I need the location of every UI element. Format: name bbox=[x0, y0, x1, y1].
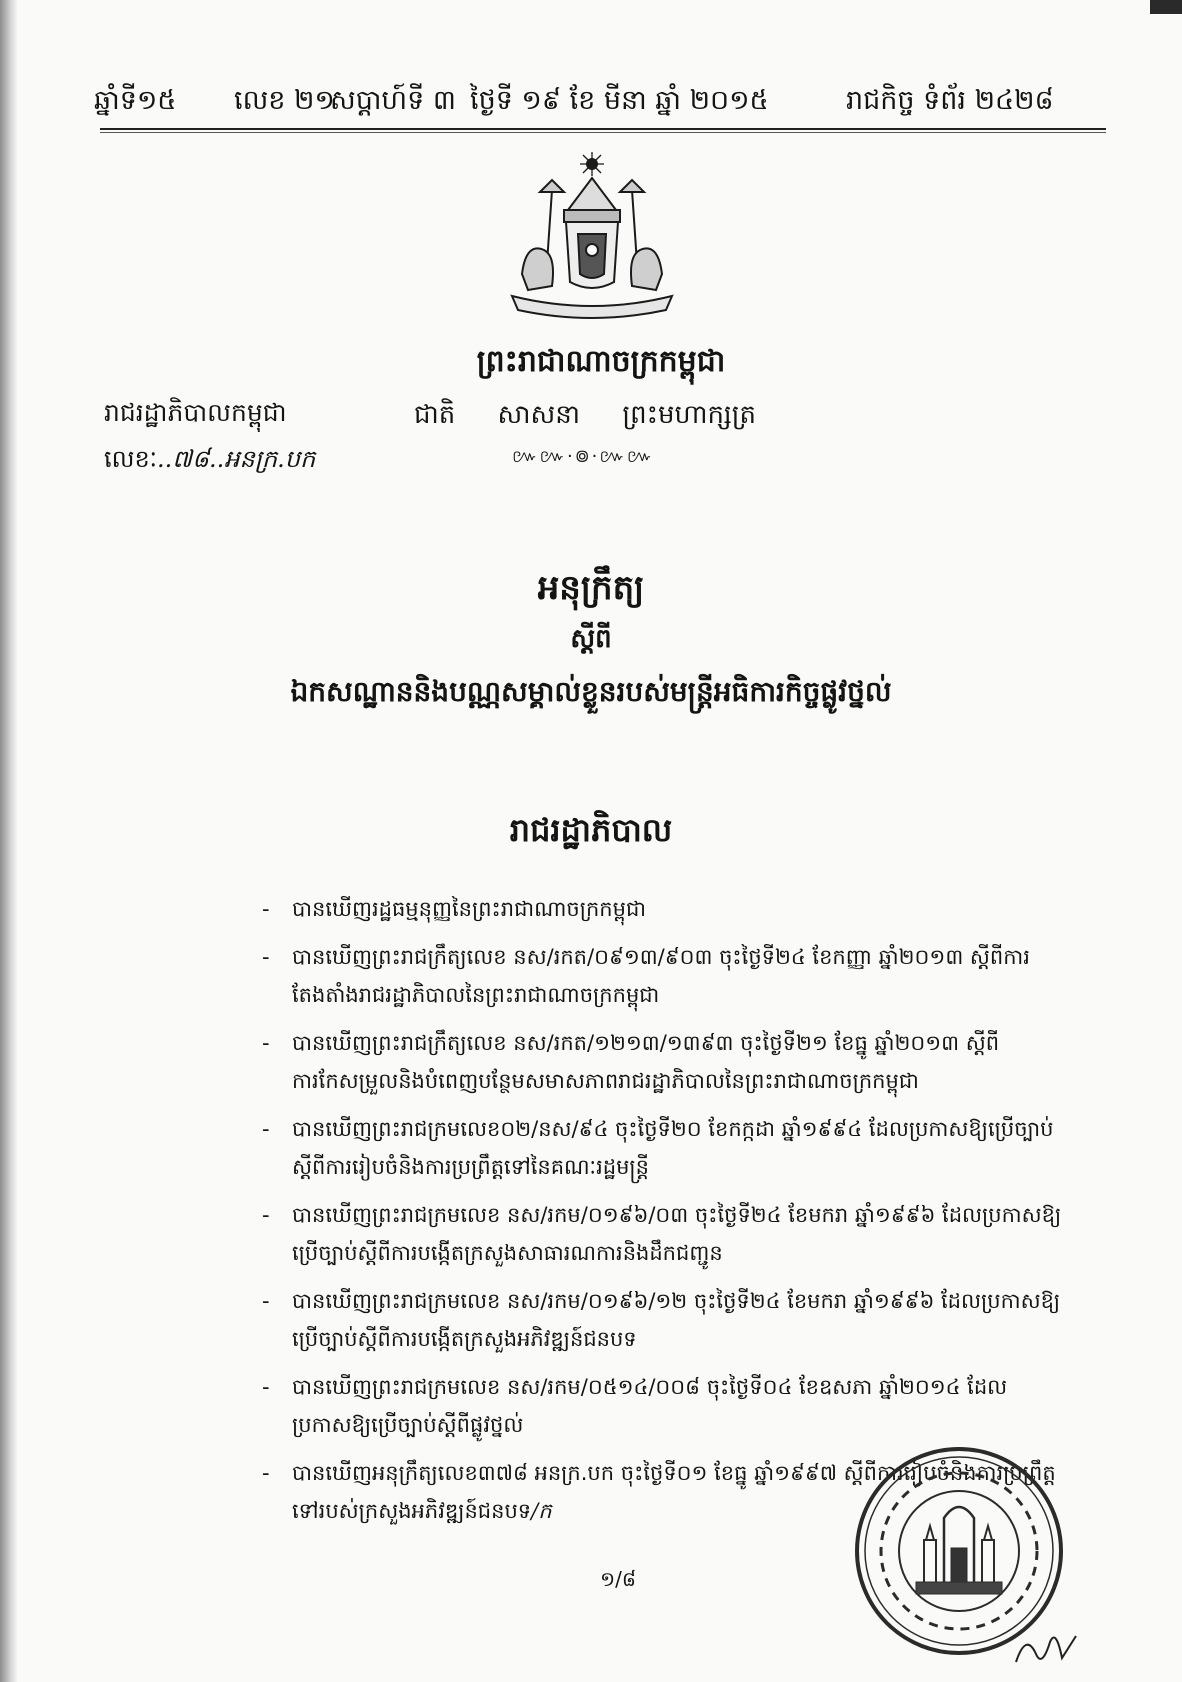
motto-religion: សាសនា bbox=[497, 400, 581, 430]
consideration-item: - បានឃើញអនុក្រឹត្យលេខ៣៧៨ អនក្រ.បក ចុះថ្ងៃទី០១ ខែធ្នូ ឆ្នាំ១៩៩៧ ស្តីពីការរៀបចំនិងការប្រព្រឹត្តទៅរបស់ក្រសួងអភិវឌ្ឍន៍ជនបទ/ក bbox=[262, 1454, 1082, 1530]
consideration-item: - បានឃើញព្រះរាជក្រមលេខ០២/នស/៩៤ ចុះថ្ងៃទី២០ ខែកក្កដា ឆ្នាំ១៩៩៤ ដែលប្រកាសឱ្យប្រើច្បាប់ស្តីពីការរៀបចំនិងការប្រព្រឹត្តទៅនៃគណៈរដ្ឋមន្ត្រី bbox=[262, 1110, 1082, 1186]
issuing-authority: រាជរដ្ឋាភិបាល bbox=[509, 811, 673, 849]
page-number: ១/៨ bbox=[600, 1567, 637, 1591]
consideration-item: - បានឃើញព្រះរាជក្រឹត្យលេខ នស/រកត/១២១៣/១៣៩៣ ចុះថ្ងៃទី២១ ខែធ្នូ ឆ្នាំ២០១៣ ស្តីពីការកែសម្រួលនិងបំពេញបន្ថែមសមាសភាពរាជរដ្ឋាភិបាលនៃព្រះរាជាណាចក្រកម្ពុជា bbox=[262, 1024, 1082, 1100]
document-title: អនុក្រឹត្យ bbox=[537, 568, 645, 608]
gazette-page: រាជកិច្ច ទំព័រ ២៤២៨ bbox=[846, 85, 1054, 116]
official-seal bbox=[852, 1444, 1066, 1658]
document-number-handwritten: ..៧៨..អនក្រ.បក bbox=[157, 445, 316, 473]
document-subtitle: ស្តីពី bbox=[570, 624, 612, 654]
consideration-item: - បានឃើញព្រះរាជក្រមលេខ នស/រកម/០១៩៦/១២ ចុះថ្ងៃទី២៤ ខែមករា ឆ្នាំ១៩៩៦ ដែលប្រកាសឱ្យប្រើច្បាប់ស្តីពីការបង្កើតក្រសួងអភិវឌ្ឍន៍ជនបទ bbox=[262, 1282, 1082, 1358]
royal-arms-emblem bbox=[504, 150, 680, 332]
motto-nation: ជាតិ bbox=[414, 400, 456, 430]
header-divider bbox=[100, 128, 1106, 133]
signature bbox=[1012, 1628, 1082, 1670]
motto-king: ព្រះមហាក្សត្រ bbox=[622, 400, 757, 430]
document-number bbox=[104, 444, 315, 479]
scan-corner bbox=[1150, 0, 1182, 14]
gazette-year: ឆ្នាំទី១៥ bbox=[94, 85, 177, 116]
handwritten-mark: /ក bbox=[531, 1499, 552, 1523]
ornament-divider: ៚៚·៙·៚៚ bbox=[512, 446, 655, 467]
consideration-item: - បានឃើញព្រះរាជក្រមលេខ នស/រកម/០១៩៦/០៣ ចុះថ្ងៃទី២៤ ខែមករា ឆ្នាំ១៩៩៦ ដែលប្រកាសឱ្យប្រើច្បាប់ស្តីពីការបង្កើតក្រសួងសាធារណការនិងដឹកជញ្ជូន bbox=[262, 1196, 1082, 1272]
consideration-item: - បានឃើញព្រះរាជក្រឹត្យលេខ នស/រកត/០៩១៣/៩០៣ ចុះថ្ងៃទី២៤ ខែកញ្ញា ឆ្នាំ២០១៣ ស្តីពីការតែងតាំងរាជរដ្ឋាភិបាលនៃព្រះរាជាណាចក្រកម្ពុជា bbox=[262, 938, 1082, 1014]
national-motto bbox=[414, 398, 790, 436]
document-subject: ឯកសណ្ឋាននិងបណ្ណសម្គាល់ខ្លួនរបស់មន្ត្រីអធិការកិច្ចផ្លូវថ្នល់ bbox=[290, 675, 892, 708]
considerations-list bbox=[262, 890, 1082, 1540]
gazette-issue: លេខ ២១ bbox=[234, 85, 335, 116]
issuer-name: រាជរដ្ឋាភិបាលកម្ពុជា bbox=[104, 398, 287, 427]
document-number-prefix: លេខៈ bbox=[104, 445, 158, 473]
gazette-date: ថ្ងៃទី ១៩ ខែ មីនា ឆ្នាំ ២០១៥ bbox=[470, 85, 769, 116]
gazette-week: សប្តាហ៍ទី ៣ bbox=[330, 85, 456, 116]
consideration-item: - បានឃើញរដ្ឋធម្មនុញ្ញនៃព្រះរាជាណាចក្រកម្ពុជា bbox=[262, 890, 1082, 928]
kingdom-name: ព្រះរាជាណាចក្រកម្ពុជា bbox=[476, 344, 726, 379]
consideration-item: - បានឃើញព្រះរាជក្រមលេខ នស/រកម/០៥១៤/០០៨ ចុះថ្ងៃទី០៤ ខែឧសភា ឆ្នាំ២០១៤ ដែលប្រកាសឱ្យប្រើច្បាប់ស្តីពីផ្លូវថ្នល់ bbox=[262, 1368, 1082, 1444]
gazette-header bbox=[94, 84, 1106, 120]
